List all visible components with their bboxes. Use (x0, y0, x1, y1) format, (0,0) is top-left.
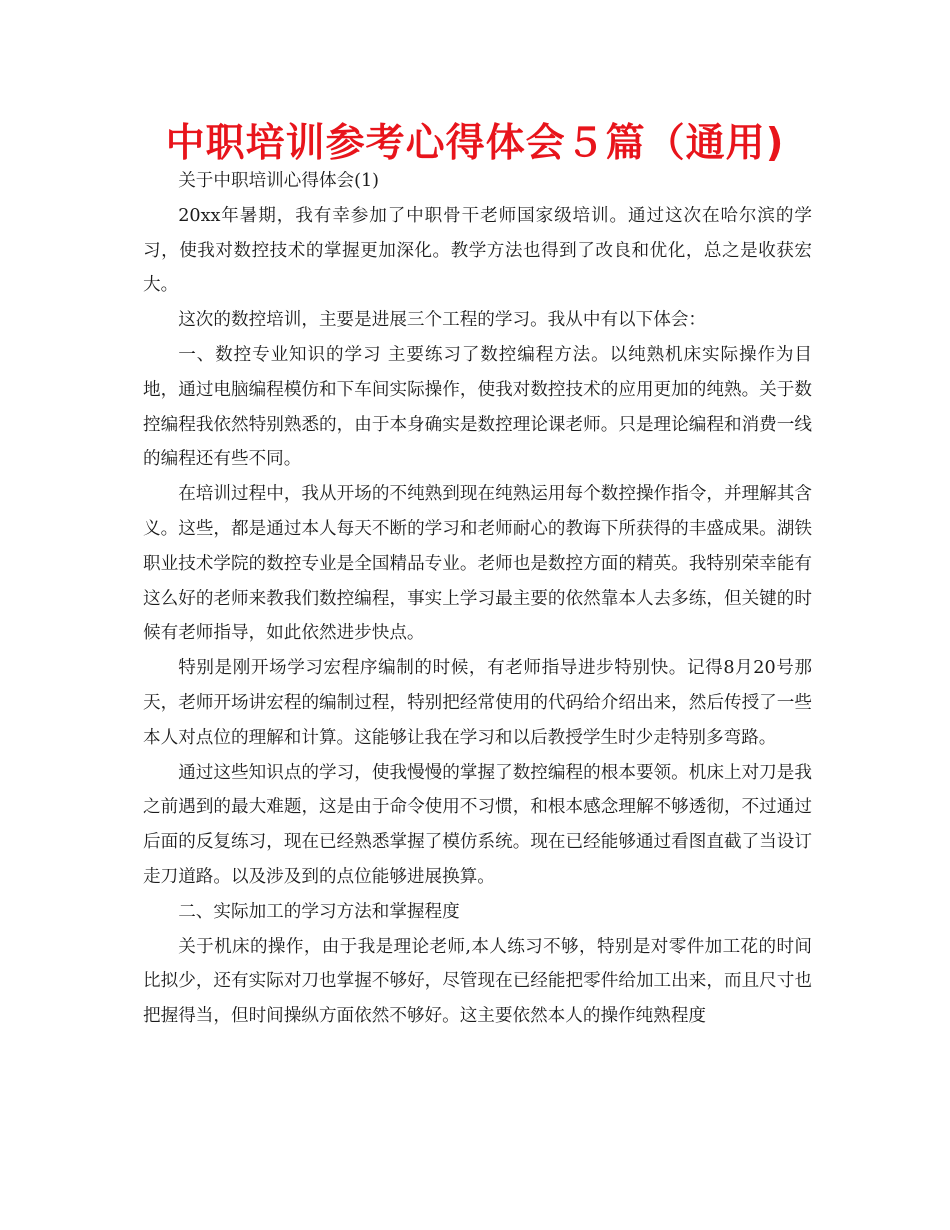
paragraph: 在培训过程中，我从开场的不纯熟到现在纯熟运用每个数控操作指令，并理解其含义。这些，都是通过本人每天不断的学习和老师耐心的教诲下所获得的丰盛成果。湖铁职业技术学院的数控专业是全国精品专业。老师也是数控方面的精英。我特别荣幸能有这么好的老师来教我们数控编程，事实上学习最主要的依然靠本人去多练，但关键的时候有老师指导，如此依然进步快点。 (143, 484, 812, 644)
paragraph: 关于中职培训心得体会(1) (178, 171, 380, 191)
paragraph: 关于机床的操作，由于我是理论老师,本人练习不够，特别是对零件加工花的时间比拟少，还有实际对刀也掌握不够好，尽管现在已经能把零件给加工出来，而且尺寸也把握得当，但时间操纵方面依然不够好。这主要依然本人的操作纯熟程度 (143, 936, 812, 1027)
paragraph: 这次的数控培训，主要是进展三个工程的学习。我从中有以下体会： (178, 310, 707, 331)
document-title: 中职培训参考心得体会５篇（通用) (165, 121, 785, 166)
section-heading: 二、实际加工的学习方法和掌握程度 (178, 901, 460, 922)
paragraph: 通过这些知识点的学习，使我慢慢的掌握了数控编程的根本要领。机床上对刀是我之前遇到的最大难题，这是由于命令使用不习惯，和根本感念理解不够透彻，不过通过后面的反复练习，现在已经熟悉掌握了模仿系统。现在已经能够通过看图直截了当设订走刀道路。以及涉及到的点位能够进展换算。 (143, 762, 812, 887)
paragraph: 20xx年暑期，我有幸参加了中职骨干老师国家级培训。通过这次在哈尔滨的学习，使我对数控技术的掌握更加深化。教学方法也得到了改良和优化，总之是收获宏大。 (143, 205, 812, 296)
document-body (143, 164, 812, 1034)
paragraph: 特别是刚开场学习宏程序编制的时候，有老师指导进步特别快。记得8月20号那天，老师开场讲宏程的编制过程，特别把经常使用的代码给介绍出来，然后传授了一些本人对点位的理解和计算。这能够让我在学习和以后教授学生时少走特别多弯路。 (143, 658, 812, 748)
paragraph: 一、数控专业知识的学习 主要练习了数控编程方法。以纯熟机床实际操作为目地，通过电脑编程模仿和下车间实际操作，使我对数控技术的应用更加的纯熟。关于数控编程我依然特别熟悉的，由于本身确实是数控理论课老师。只是理论编程和消费一线的编程还有些不同。 (143, 344, 812, 470)
